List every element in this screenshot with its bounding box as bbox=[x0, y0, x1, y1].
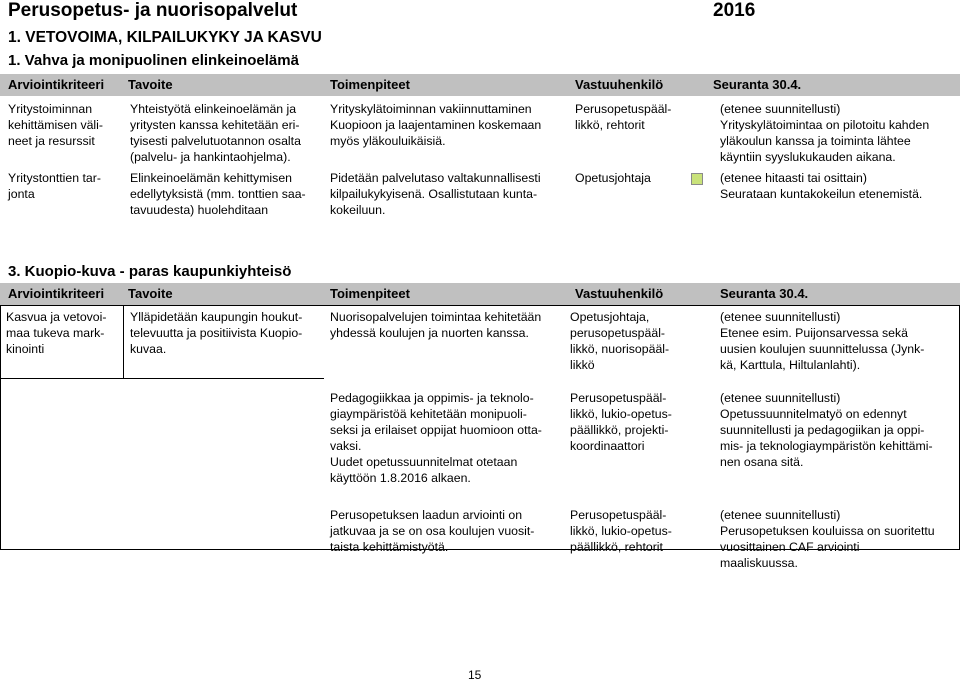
page-number: 15 bbox=[468, 668, 482, 682]
column-header-goal: Tavoite bbox=[128, 77, 173, 92]
column-header-actions: Toimenpiteet bbox=[330, 286, 410, 301]
s3-row1-responsible: Opetusjohtaja, perusopetuspääl- likkö, nuorisopääl- likkö bbox=[570, 310, 670, 372]
column-header-criteria: Arviointikriteeri bbox=[8, 77, 105, 92]
column-header-followup: Seuranta 30.4. bbox=[720, 286, 809, 301]
s1-row1-goal: Yhteistyötä elinkeinoelämän ja yritysten kanssa kehitetään eri- tyisesti palvelutuotannon osalta (palvelu- ja hankintaohjelma). bbox=[130, 102, 301, 164]
table-header-section1 bbox=[0, 74, 960, 96]
column-header-criteria: Arviointikriteeri bbox=[8, 286, 105, 301]
s1-row2-actions: Pidetään palvelutaso valtakunnallisesti kilpailukykyisenä. Osallistutaan kunta- kokeiluun. bbox=[330, 171, 541, 217]
s3-row2-actions: Pedagogiikkaa ja oppimis- ja teknolo- giaympäristöä kehitetään monipuoli- seksi ja erilaiset oppijat huomioon otta- vaksi. Uudet opetussuunnitelmat otetaan käyttöön 1.8.2016 alkaen. bbox=[330, 391, 542, 485]
s1-row2-responsible: Opetusjohtaja bbox=[575, 171, 651, 185]
s3-row3-responsible: Perusopetuspääl- likkö, lukio-opetus- päällikkö, rehtorit bbox=[570, 508, 672, 554]
year-label: 2016 bbox=[713, 0, 756, 21]
s1-row1-actions: Yrityskylätoiminnan vakiinnuttaminen Kuopioon ja laajentaminen koskemaan myös yläkouluikäisiä. bbox=[330, 102, 542, 148]
section3-heading: 3. Kuopio-kuva - paras kaupunkiyhteisö bbox=[8, 263, 292, 280]
column-header-responsible: Vastuuhenkilö bbox=[575, 77, 664, 92]
s3-row1-criteria: Kasvua ja vetovoi- maa tukeva mark- kinointi bbox=[6, 310, 107, 356]
column-header-goal: Tavoite bbox=[128, 286, 173, 301]
s1-row2-followup: (etenee hitaasti tai osittain) Seurataan kuntakokeilun etenemistä. bbox=[720, 171, 923, 201]
column-header-actions: Toimenpiteet bbox=[330, 77, 410, 92]
divider bbox=[0, 378, 324, 379]
s3-row1-actions: Nuorisopalvelujen toimintaa kehitetään yhdessä koulujen ja nuorten kanssa. bbox=[330, 310, 542, 340]
s1-row2-criteria: Yritystonttien tar- jonta bbox=[8, 171, 101, 201]
s1-row1-followup: (etenee suunnitellusti) Yrityskylätoimintaa on pilotoitu kahden yläkoulun kanssa ja toiminta lähtee käyntiin syyslukukauden aikana. bbox=[720, 102, 930, 164]
column-header-responsible: Vastuuhenkilö bbox=[575, 286, 664, 301]
subgoal-heading: 1. Vahva ja monipuolinen elinkeinoelämä bbox=[8, 52, 299, 69]
s1-row1-responsible: Perusopetuspääl- likkö, rehtorit bbox=[575, 102, 672, 132]
s3-row2-responsible: Perusopetuspääl- likkö, lukio-opetus- päällikkö, projekti- koordinaattori bbox=[570, 391, 672, 453]
status-indicator bbox=[691, 173, 703, 185]
goal-heading: 1. VETOVOIMA, KILPAILUKYKY JA KASVU bbox=[8, 29, 322, 46]
s3-row1-followup: (etenee suunnitellusti) Etenee esim. Puijonsarvessa sekä uusien koulujen suunnittelussa (Jynk- kä, Karttula, Hiltulanlahti). bbox=[720, 310, 925, 372]
divider bbox=[123, 305, 124, 378]
column-header-followup: Seuranta 30.4. bbox=[713, 77, 802, 92]
table-header-section3 bbox=[0, 283, 960, 305]
s3-row3-followup: (etenee suunnitellusti) Perusopetuksen kouluissa on suoritettu vuosittainen CAF arviointi maaliskuussa. bbox=[720, 508, 935, 570]
s3-row2-followup: (etenee suunnitellusti) Opetussuunnitelmatyö on edennyt suunnitellusti ja pedagogiikan ja oppi- mis- ja teknologiaympäristön kehittämi- nen osana sitä. bbox=[720, 391, 933, 469]
s1-row2-goal: Elinkeinoelämän kehittymisen edellytyksistä (mm. tonttien saa- tavuudesta) huolehditaan bbox=[130, 171, 306, 217]
page-title: Perusopetus- ja nuorisopalvelut bbox=[8, 0, 298, 21]
s1-row1-criteria: Yritystoiminnan kehittämisen väli- neet ja resurssit bbox=[8, 102, 103, 148]
s3-row1-goal: Ylläpidetään kaupungin houkut- televuutta ja positiivista Kuopio- kuvaa. bbox=[130, 310, 303, 356]
s3-row3-actions: Perusopetuksen laadun arviointi on jatkuvaa ja se on osa koulujen vuosit- taista kehittämistyötä. bbox=[330, 508, 535, 554]
